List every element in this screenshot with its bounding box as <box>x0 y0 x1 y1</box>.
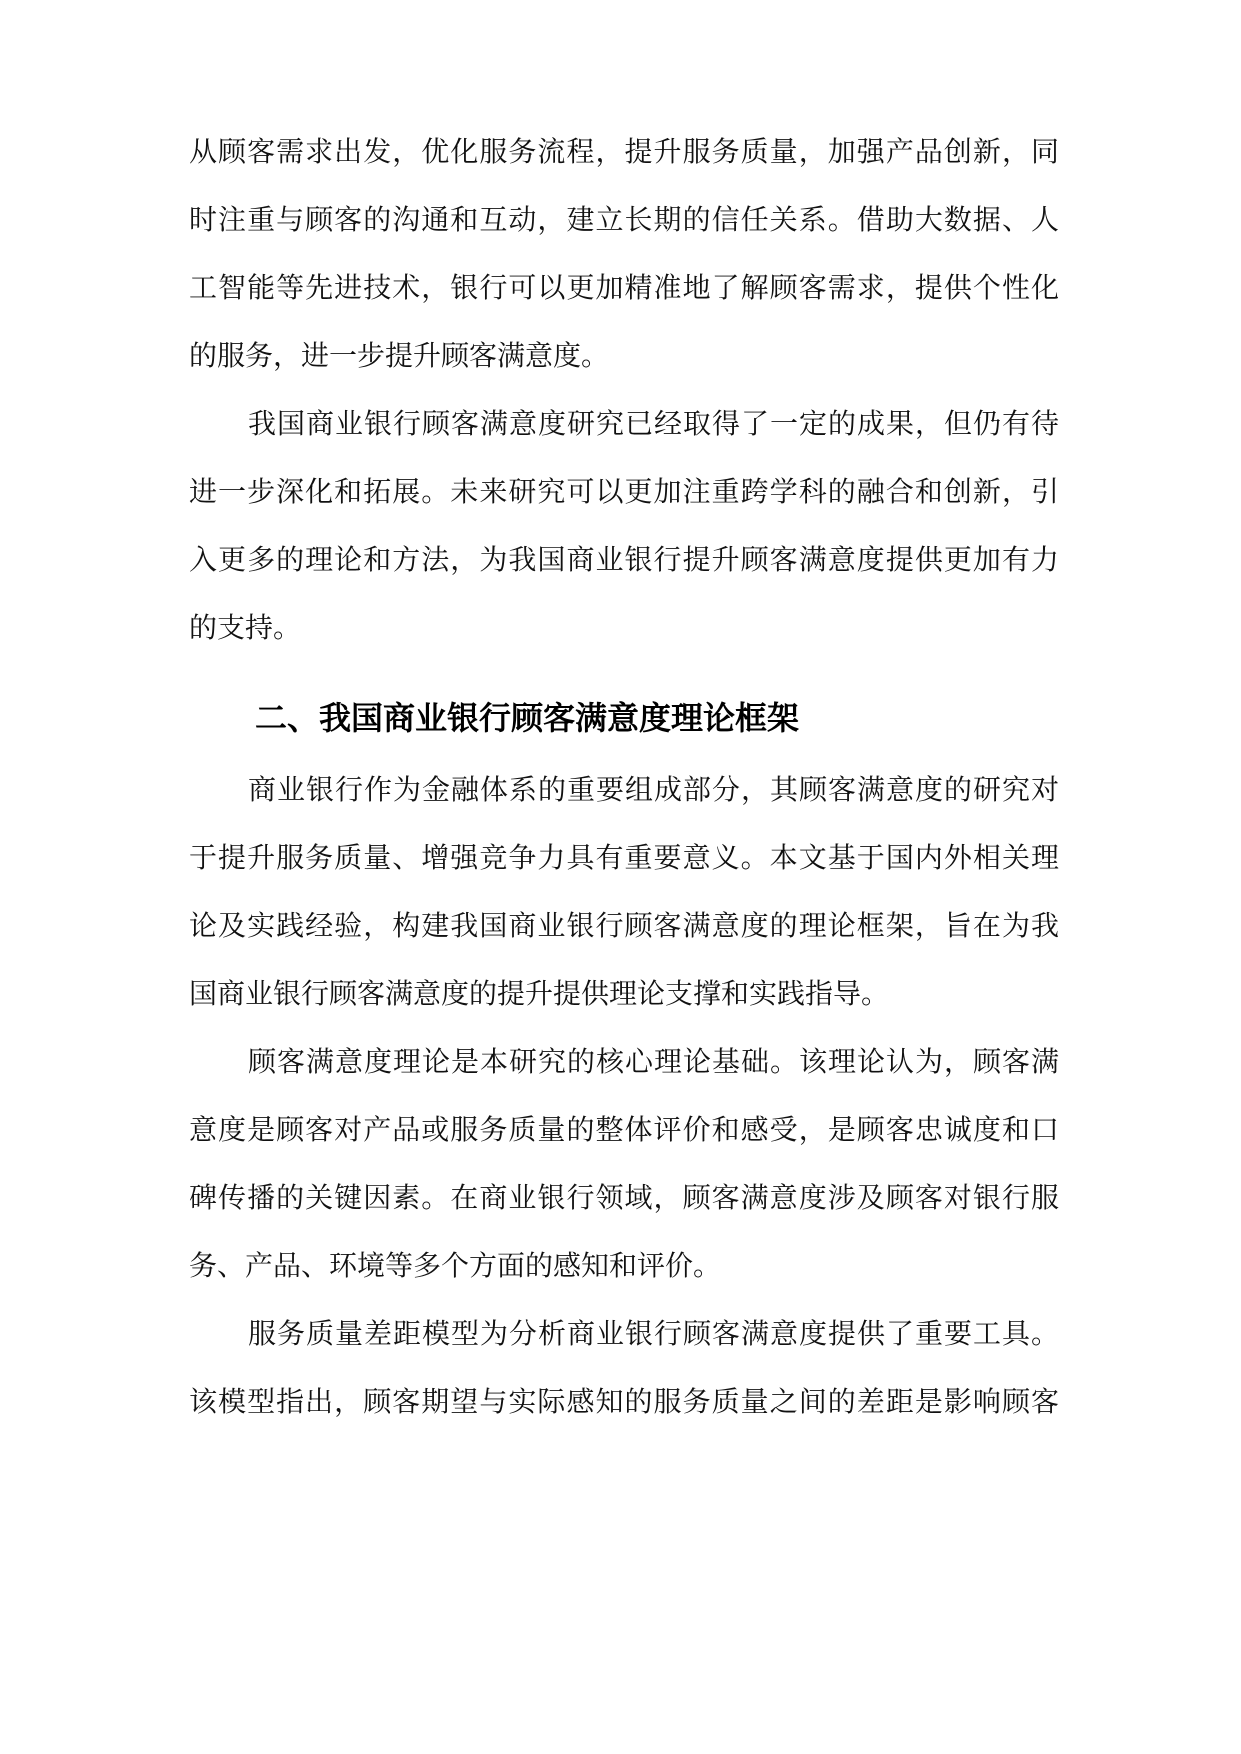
paragraph-5-line-2: 该模型指出，顾客期望与实际感知的服务质量之间的差距是影响顾客 <box>189 1385 1059 1418</box>
paragraph-4-line-3: 碑传播的关键因素。在商业银行领域，顾客满意度涉及顾客对银行服 <box>189 1181 1059 1214</box>
paragraph-4-line-1: 顾客满意度理论是本研究的核心理论基础。该理论认为，顾客满 <box>248 1045 1059 1078</box>
paragraph-2-line-1: 我国商业银行顾客满意度研究已经取得了一定的成果，但仍有待 <box>248 407 1059 440</box>
paragraph-1-line-2: 时注重与顾客的沟通和互动，建立长期的信任关系。借助大数据、人 <box>189 203 1059 236</box>
paragraph-2-line-3: 入更多的理论和方法，为我国商业银行提升顾客满意度提供更加有力 <box>189 543 1059 576</box>
paragraph-3-line-3: 论及实践经验，构建我国商业银行顾客满意度的理论框架，旨在为我 <box>189 909 1059 942</box>
paragraph-1-line-3: 工智能等先进技术，银行可以更加精准地了解顾客需求，提供个性化 <box>189 271 1059 304</box>
paragraph-4-line-4: 务、产品、环境等多个方面的感知和评价。 <box>189 1249 722 1282</box>
paragraph-3-line-1: 商业银行作为金融体系的重要组成部分，其顾客满意度的研究对 <box>248 773 1059 806</box>
paragraph-1-line-4: 的服务，进一步提升顾客满意度。 <box>189 339 610 372</box>
section-heading: 二、我国商业银行顾客满意度理论框架 <box>255 699 800 737</box>
paragraph-5-line-1: 服务质量差距模型为分析商业银行顾客满意度提供了重要工具。 <box>248 1317 1059 1350</box>
paragraph-1-line-1: 从顾客需求出发，优化服务流程，提升服务质量，加强产品创新，同 <box>189 135 1059 168</box>
paragraph-3-line-4: 国商业银行顾客满意度的提升提供理论支撑和实践指导。 <box>189 977 890 1010</box>
paragraph-2-line-4: 的支持。 <box>189 611 302 644</box>
paragraph-4-line-2: 意度是顾客对产品或服务质量的整体评价和感受，是顾客忠诚度和口 <box>189 1113 1059 1146</box>
paragraph-3-line-2: 于提升服务质量、增强竞争力具有重要意义。本文基于国内外相关理 <box>189 841 1059 874</box>
paragraph-2-line-2: 进一步深化和拓展。未来研究可以更加注重跨学科的融合和创新，引 <box>189 475 1059 508</box>
